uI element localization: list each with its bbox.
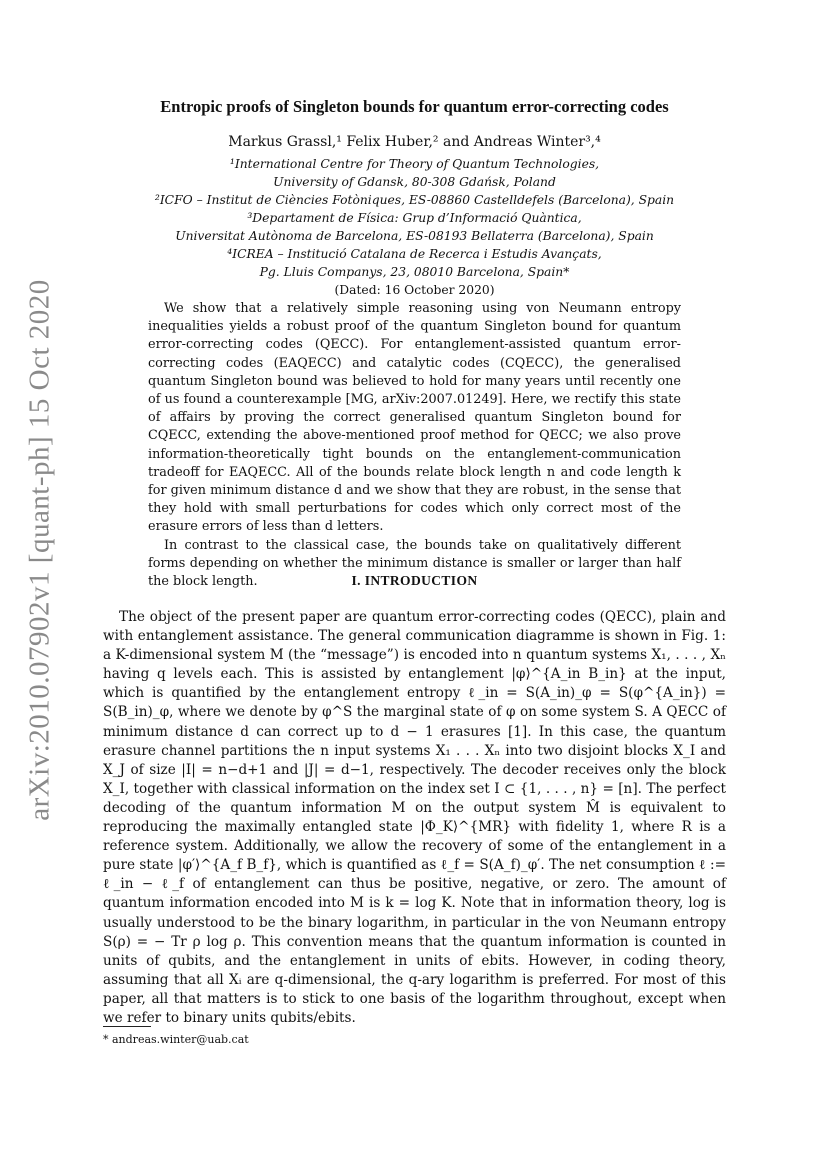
affiliation-line: ¹International Centre for Theory of Quantum Technologies,: [229, 157, 600, 171]
arxiv-identifier: arXiv:2010.07902v1 [quant-ph] 15 Oct 2020: [23, 279, 56, 821]
affiliation-line: ⁴ICREA – Institució Catalana de Recerca i Estudis Avançats,: [227, 247, 602, 261]
body-text: [103, 608, 726, 1028]
affiliations-block: [103, 155, 726, 299]
author-list: Markus Grassl,¹ Felix Huber,² and Andreas Winter³,⁴: [228, 134, 601, 150]
footnote-rule: [103, 1026, 151, 1027]
affiliation-line: Universitat Autònoma de Barcelona, ES-08193 Bellaterra (Barcelona), Spain: [175, 229, 654, 243]
affiliation-line: University of Gdansk, 80-308 Gdańsk, Poland: [273, 175, 556, 189]
abstract: [148, 300, 681, 591]
paper-title: Entropic proofs of Singleton bounds for quantum error-correcting codes: [160, 97, 669, 116]
date-line: (Dated: 16 October 2020): [334, 283, 495, 297]
affiliation-line: ³Departament de Física: Grup d’Informació Quàntica,: [247, 211, 582, 225]
abstract-paragraph: We show that a relatively simple reasoning using von Neumann entropy inequalities yields a robust proof of the quantum Singleton bound for quantum error-correcting codes (QECC). For entanglement-assisted quantum error-correcting codes (EAQECC) and catalytic codes (CQECC), the generalised quantum Singleton bound was believed to hold for many years until recently one of us found a counterexample [MG, arXiv:2007.01249]. Here, we rectify this state of affairs by proving the correct generalised quantum Singleton bound for CQECC, extending the above-mentioned proof method for QECC; we also prove information-theoretically tight bounds on the entanglement-communication tradeoff for EAQECC. All of the bounds relate block length n and code length k for given minimum distance d and we show that they are robust, in the sense that they hold with small perturbations for codes which only correct most of the erasure errors of less than d letters.: [148, 301, 681, 535]
abstract-paragraph: In contrast to the classical case, the bounds take on qualitatively different forms depending on whether the minimum distance is smaller or larger than half the block length.: [148, 537, 681, 590]
arxiv-sidebar-stamp: [5, 150, 75, 950]
section-heading-introduction: I. INTRODUCTION: [351, 573, 478, 588]
body-paragraph: The object of the present paper are quantum error-correcting codes (QECC), plain and with entanglement assistance. The general communication diagramme is shown in Fig. 1: a K-dimensional system M (the “message”) is encoded into n quantum systems X₁, . . . , Xₙ having q levels each. This is assisted by entanglement |φ⟩^{A_in B_in} at the input, which is quantified by the entanglement entropy ℓ_in = S(A_in)_φ = S(φ^{A_in}) = S(B_in)_φ, where we denote by φ^S the marginal state of φ on some system S. A QECC of minimum distance d can correct up to d − 1 erasures [1]. In this case, the quantum erasure channel partitions the n input systems X₁ . . . Xₙ into two disjoint blocks X_I and X_J of size |I| = n−d+1 and |J| = d−1, respectively. The decoder receives only the block X_I, together with classical information on the index set I ⊂ {1, . . . , n} = [n]. The perfect decoding of the quantum information M on the output system M̂ is equivalent to reproducing the maximally entangled state |Φ_K⟩^{MR} with fidelity 1, where R is a reference system. Additionally, we allow the recovery of some of the entanglement in a pure state |φ′⟩^{A_f B_f}, which is quantified as ℓ_f = S(A_f)_φ′. The net consumption ℓ := ℓ_in − ℓ_f of entanglement can thus be positive, negative, or zero. The amount of quantum information encoded into M is k = log K. Note that in information theory, log is usually understood to be the binary logarithm, in particular in the von Neumann entropy S(ρ) = − Tr ρ log ρ. This convention means that the quantum information is counted in units of qubits, and the entanglement in units of ebits. However, in coding theory, assuming that all Xᵢ are q-dimensional, the q-ary logarithm is preferred. For most of this paper, all that matters is to stick to one basis of the logarithm throughout, except when we refer to binary units qubits/ebits.: [103, 609, 726, 1026]
affiliation-line: ²ICFO – Institut de Ciències Fotòniques, ES-08860 Castelldefels (Barcelona), Spain: [154, 193, 675, 207]
footnote-email: * andreas.winter@uab.cat: [103, 1033, 249, 1046]
affiliation-line: Pg. Lluis Companys, 23, 08010 Barcelona, Spain*: [259, 265, 570, 279]
